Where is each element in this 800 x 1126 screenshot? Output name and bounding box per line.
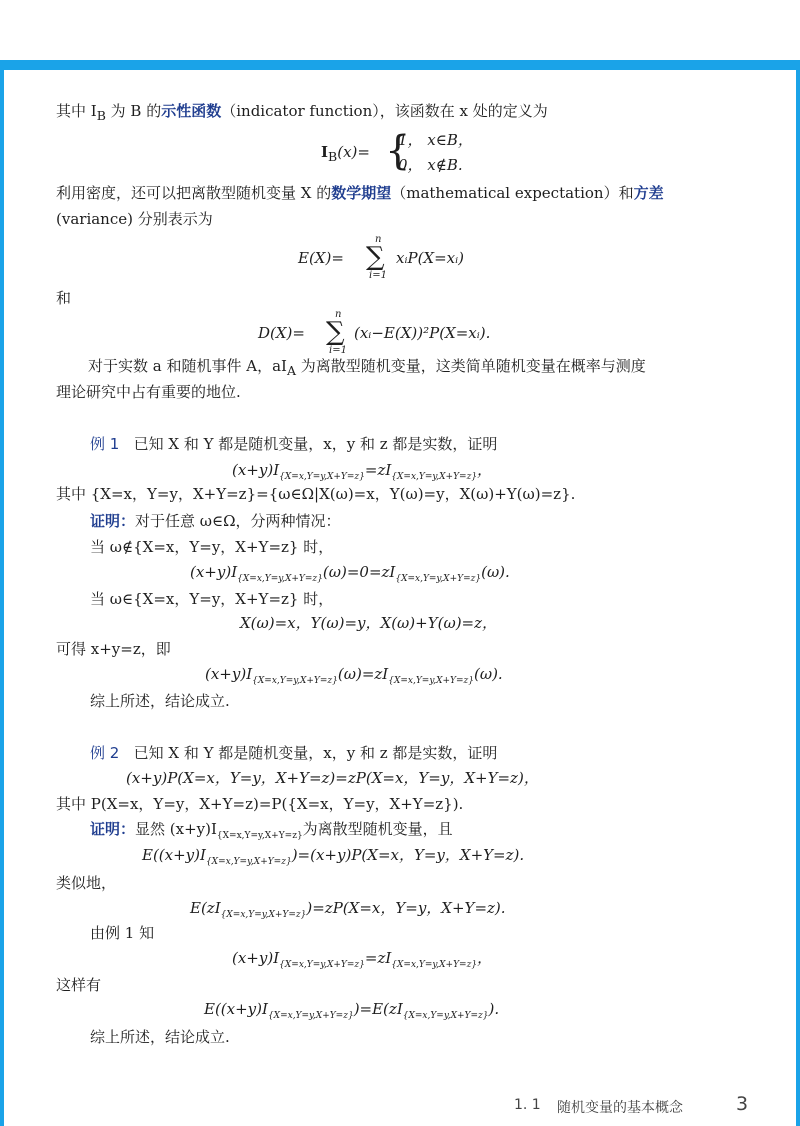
text: 利用密度，还可以把离散型随机变量 X 的 bbox=[56, 184, 332, 202]
example1-case-a-equation bbox=[190, 561, 510, 590]
term-variance: 方差 bbox=[633, 184, 664, 202]
proof-label: 证明： bbox=[90, 512, 136, 530]
text: 为离散型随机变量，且 bbox=[302, 820, 453, 838]
term-expectation: 数学期望 bbox=[331, 184, 392, 202]
text: (ω). bbox=[481, 563, 510, 581]
sum-top: n bbox=[375, 234, 382, 245]
text: ， bbox=[477, 461, 493, 479]
text: （indicator function），该函数在 x 处的定义为 bbox=[221, 102, 548, 120]
text: (x+y)I bbox=[205, 665, 253, 683]
subscript: B bbox=[96, 108, 106, 123]
example2-by-ex1: 由例 1 知 bbox=[90, 924, 155, 942]
text: (ω)=0=zI bbox=[322, 563, 396, 581]
text: )=zP(X=x，Y=y，X+Y=z). bbox=[306, 899, 506, 917]
page-number: 3 bbox=[736, 1093, 749, 1115]
subscript: {X=x,Y=y,X+Y=z} bbox=[205, 857, 292, 867]
text: 已知 X 和 Y 都是随机变量，x，y 和 z 都是实数，证明 bbox=[133, 744, 498, 762]
text: =zI bbox=[364, 461, 392, 479]
subscript: {X=x,Y=y,X+Y=z} bbox=[402, 1011, 489, 1021]
example1-case-b-equation: X(ω)=x，Y(ω)=y，X(ω)+Y(ω)=z， bbox=[240, 614, 498, 632]
top-band bbox=[0, 0, 800, 60]
example1-conclusion: 综上所述，结论成立. bbox=[90, 692, 230, 710]
example2-conclusion: 综上所述，结论成立. bbox=[90, 1028, 230, 1046]
text: (x+y)I bbox=[190, 563, 238, 581]
sum-symbol: ∑ bbox=[366, 242, 385, 272]
ex-lhs: E(X)= bbox=[298, 249, 344, 267]
text: E((x+y)I bbox=[204, 1000, 268, 1018]
expectation-line-2: (variance) 分别表示为 bbox=[56, 210, 213, 228]
text: ， bbox=[477, 949, 493, 967]
example2-where: 其中 P(X=x，Y=y，X+Y=z)=P({X=x，Y=y，X+Y=z}). bbox=[56, 795, 464, 813]
example2-equation: (x+y)P(X=x，Y=y，X+Y=z)=zP(X=x，Y=y，X+Y=z)， bbox=[126, 769, 539, 787]
text: （mathematical expectation）和 bbox=[391, 184, 634, 202]
example2-eq3 bbox=[190, 897, 506, 926]
text: (x+y)I bbox=[232, 461, 280, 479]
text: (ω). bbox=[473, 665, 503, 683]
indicator-case-1: 1， x∈B， bbox=[398, 131, 473, 149]
proof-label: 证明： bbox=[90, 820, 136, 838]
subscript: {X=x,Y=y,X+Y=z} bbox=[279, 960, 365, 970]
text: (x+y)I bbox=[232, 949, 280, 967]
subscript: {X=x,Y=y,X+Y=z} bbox=[252, 676, 338, 686]
example1-derive-equation bbox=[205, 663, 503, 692]
text: (ω)=zI bbox=[337, 665, 389, 683]
example2-similar: 类似地， bbox=[56, 874, 117, 892]
subscript: A bbox=[286, 363, 296, 378]
dx-rhs: (xᵢ−E(X))²P(X=xᵢ). bbox=[354, 324, 491, 342]
ex-rhs: xᵢP(X=xᵢ) bbox=[396, 249, 464, 267]
subscript: {X=x,Y=y,X+Y=z} bbox=[391, 960, 478, 970]
subscript: {X=x,Y=y,X+Y=z} bbox=[267, 1011, 354, 1021]
example1-case-b: 当 ω∈{X=x，Y=y，X+Y=z} 时， bbox=[90, 590, 334, 608]
example1-where: 其中 {X=x，Y=y，X+Y=z}={ω∈Ω|X(ω)=x，Y(ω)=y，X(ω)+Y(ω)=z}. bbox=[56, 485, 576, 503]
expectation-line-1 bbox=[56, 182, 664, 204]
text: 为 B 的 bbox=[105, 102, 162, 120]
bold-i: I bbox=[321, 143, 329, 161]
dx-lhs: D(X)= bbox=[258, 324, 305, 342]
left-brace: { bbox=[385, 128, 411, 174]
example2-eq2 bbox=[142, 844, 524, 873]
text: 对于任意 ω∈Ω，分两种情况： bbox=[135, 512, 341, 530]
term-indicator-function: 示性函数 bbox=[161, 102, 222, 120]
remark-line-2: 理论研究中占有重要的地位. bbox=[56, 383, 241, 401]
text: 其中 I bbox=[56, 102, 97, 120]
text: (x)= bbox=[337, 143, 370, 161]
subscript: {X=x,Y=y,X+Y=z} bbox=[388, 676, 474, 686]
text: 为离散型随机变量，这类简单随机变量在概率与测度 bbox=[295, 357, 646, 375]
subscript: {X=x,Y=y,X+Y=z} bbox=[220, 910, 307, 920]
subscript: {X=x,Y=y,X+Y=z} bbox=[216, 831, 303, 841]
subscript: {X=x,Y=y,X+Y=z} bbox=[237, 574, 323, 584]
example1-case-a: 当 ω∉{X=x，Y=y，X+Y=z} 时， bbox=[90, 538, 334, 556]
footer-title: 随机变量的基本概念 bbox=[557, 1100, 683, 1116]
text: )=(x+y)P(X=x，Y=y，X+Y=z). bbox=[291, 846, 525, 864]
text: 已知 X 和 Y 都是随机变量，x，y 和 z 都是实数，证明 bbox=[133, 435, 498, 453]
text: 对于实数 a 和随机事件 A，aI bbox=[88, 357, 287, 375]
example2-statement bbox=[90, 742, 497, 764]
text: 显然 (x+y)I bbox=[135, 820, 217, 838]
example2-eq5 bbox=[204, 998, 499, 1027]
sum-top: n bbox=[335, 309, 342, 320]
example2-label: 例 2 bbox=[90, 744, 120, 762]
text: )=E(zI bbox=[353, 1000, 403, 1018]
indicator-case-2: 0， x∉B. bbox=[398, 156, 463, 174]
example2-proof bbox=[90, 818, 453, 847]
example1-label: 例 1 bbox=[90, 435, 120, 453]
sum-symbol: ∑ bbox=[326, 317, 345, 347]
subscript: {X=x,Y=y,X+Y=z} bbox=[391, 472, 478, 482]
example1-statement bbox=[90, 433, 497, 455]
example1-derive: 可得 x+y=z，即 bbox=[56, 640, 171, 658]
subscript: B bbox=[328, 149, 338, 164]
text: E((x+y)I bbox=[142, 846, 206, 864]
text: =zI bbox=[364, 949, 392, 967]
sum-bottom: i=1 bbox=[369, 270, 387, 281]
text: E(zI bbox=[190, 899, 221, 917]
subscript: {X=x,Y=y,X+Y=z} bbox=[395, 574, 482, 584]
footer-section: 1. 1 bbox=[514, 1097, 541, 1113]
sum-bottom: i=1 bbox=[329, 345, 347, 356]
remark-line-1 bbox=[88, 355, 646, 382]
text: ). bbox=[488, 1000, 500, 1018]
example2-eq4 bbox=[232, 947, 492, 976]
indicator-lhs bbox=[321, 141, 370, 168]
example1-proof bbox=[90, 510, 341, 532]
example2-thus: 这样有 bbox=[56, 976, 102, 994]
and-text: 和 bbox=[56, 289, 72, 307]
definition-line bbox=[56, 100, 548, 127]
subscript: {X=x,Y=y,X+Y=z} bbox=[279, 472, 365, 482]
